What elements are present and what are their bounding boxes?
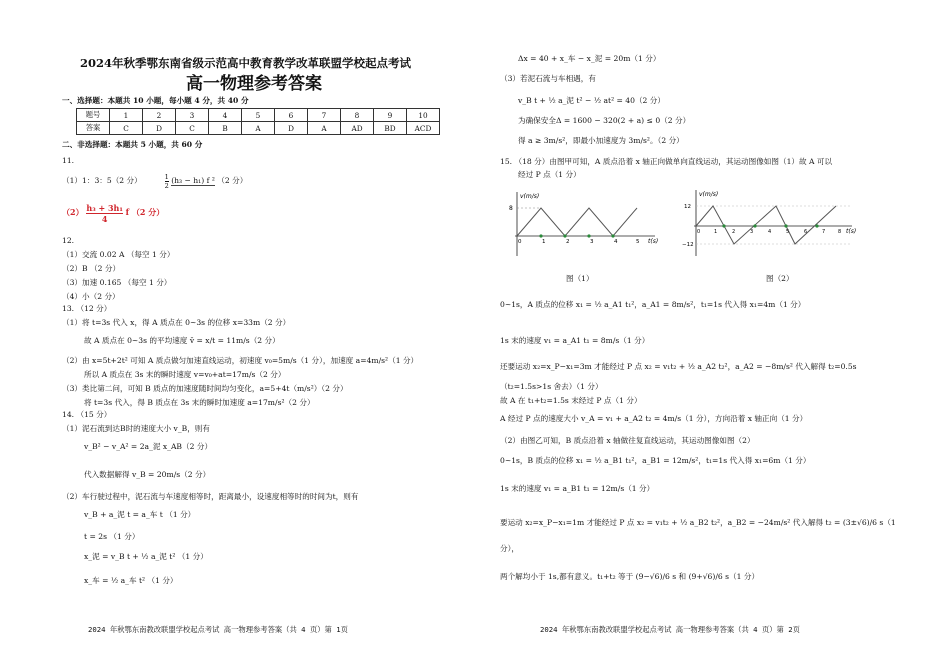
fig1-point (563, 234, 566, 237)
table-cell: A (242, 122, 275, 135)
table-cell: 答案 (77, 122, 110, 135)
right-line: Δx = 40 + x_车 − x_泥 = 20m（1 分） (518, 54, 661, 63)
figure-1-caption: 图（1） (566, 274, 594, 283)
fig2-ytick: 12 (684, 204, 691, 210)
q12-line: （1）交流 0.02 A （每空 1 分） (62, 250, 175, 259)
figure-2-graph (680, 186, 865, 258)
fig2-point (784, 224, 787, 227)
fig2-xtick: 7 (822, 229, 826, 235)
figure-1-graph (505, 186, 665, 258)
fig1-velocity-line (517, 208, 637, 236)
q11-part2: （2） $\frac{\text{h₃ + 3h₁}}{4}$ f （2 分） (62, 202, 165, 224)
table-cell: C (110, 122, 143, 135)
q14-line: （2）车行驶过程中，泥石流与车速度相等时，距离最小，设速度相等时的时间为t，则有 (62, 492, 359, 501)
footer-left: 2024 年秋鄂东南教改联盟学校起点考试 高一物理参考答案（共 4 页）第 1页 (88, 625, 348, 634)
q12-line: （3）加速 0.165 （每空 1 分） (62, 278, 172, 287)
q13-line: 故 A 质点在 0~3s 的平均速度 v̄ = x/t = 11m/s（2 分） (84, 336, 280, 345)
fig1-xtick: 3 (590, 239, 594, 245)
q11-fraction: $\frac{1}{2}$ (164, 172, 169, 190)
table-row (77, 109, 440, 122)
page-title: 高一物理参考答案 (186, 74, 322, 94)
fig2-xtick: 2 (732, 229, 736, 235)
q11-score: （2 分） (217, 176, 248, 185)
fig1-xtick: 0 (518, 239, 522, 245)
q15-body-line: 0~1s，A 质点的位移 x₁ = ½ a_A1 t₁²，a_A1 = 8m/s²，t₁=1s 代入得 x₁=4m（1 分） (500, 300, 806, 309)
fig2-xtick: 6 (804, 229, 808, 235)
fig1-xtick: 4 (614, 239, 618, 245)
table-cell: B (209, 122, 242, 135)
table-cell: ACD (407, 122, 440, 135)
table-cell: D (275, 122, 308, 135)
q14-line: v_B² − v_A² = 2a_泥 x_AB（2 分） (84, 442, 213, 451)
table-cell: AD (341, 122, 374, 135)
fig2-xtick: 0 (697, 229, 701, 235)
fig1-xlabel: t(s) (648, 238, 659, 245)
table-cell: C (176, 122, 209, 135)
q15-body-line: （t₂=1.5s>1s 舍去）（1 分） (500, 382, 603, 391)
right-line: v_B t + ½ a_泥 t² − ½ at² = 40（2 分） (518, 96, 665, 105)
fig2-velocity-line (696, 206, 836, 244)
q12-number: 12. (62, 236, 75, 245)
right-line: （3）若泥石流与车相遇，有 (500, 74, 596, 83)
figure-2-caption: 图（2） (766, 274, 794, 283)
fig2-xtick: 5 (786, 229, 790, 235)
q14-line: x_车 = ½ a_车 t² （1 分） (84, 576, 178, 585)
q13-line: （2）由 x=5t+2t² 可知 A 质点做匀加速直线运动，初速度 v₀=5m/s（1 分），加速度 a=4m/s²（1 分） (62, 356, 419, 365)
right-line: 得 a ≥ 3m/s²，即最小加速度为 3m/s²。（2 分） (518, 136, 684, 145)
q11-part1-text: （1）1：3：5（2 分） (62, 176, 142, 185)
table-cell: A (308, 122, 341, 135)
section1-heading: 一、选择题：本题共 10 小题，每小题 4 分，共 40 分 (62, 96, 249, 105)
fig2-xtick: 3 (750, 229, 754, 235)
fig2-xlabel: t(s) (846, 228, 857, 235)
q15-line: 经过 P 点（1 分） (518, 170, 581, 179)
footer-right: 2024 年秋鄂东南教改联盟学校起点考试 高一物理参考答案（共 4 页）第 2页 (540, 625, 800, 634)
q15-body-line: 1s 末的速度 v₁ = a_B1 t₁ = 12m/s（1 分） (500, 484, 655, 493)
right-line: 为确保安全Δ = 1600 − 320(2 + a) ≤ 0（2 分） (518, 116, 691, 125)
q15-line: 15. （18 分）由图甲可知，A 质点沿着 x 轴正向做单向直线运动，其运动图像如图（1）故 A 可以 (500, 157, 833, 166)
table-cell: BD (374, 122, 407, 135)
q12-line: （4）小（2 分） (62, 292, 120, 301)
fig1-xtick: 2 (566, 239, 570, 245)
table-row (77, 122, 440, 135)
q14-line: x_泥 = v_B t + ½ a_泥 t² （1 分） (84, 552, 208, 561)
q12-line: （2）B （2 分） (62, 264, 121, 273)
table-cell: 4 (209, 109, 242, 122)
q14-line: 代入数据解得 v_B = 20m/s（2 分） (84, 470, 211, 479)
fig2-point (722, 224, 725, 227)
q15-body-line: 0~1s，B 质点的位移 x₁ = ½ a_B1 t₁²，a_B1 = 12m/s²，t₁=1s 代入得 x₁=6m（1 分） (500, 456, 811, 465)
q15-body-line: 分）， (500, 544, 519, 553)
table-cell: 题号 (77, 109, 110, 122)
table-cell: 2 (143, 109, 176, 122)
q11-number: 11. (62, 156, 75, 165)
table-cell: 1 (110, 109, 143, 122)
fig2-xtick: 8 (838, 229, 842, 235)
fig1-xtick: 1 (542, 239, 546, 245)
table-cell: 6 (275, 109, 308, 122)
q14-line: t = 2s （1 分） (84, 532, 140, 541)
fig1-ylabel: v(m/s) (520, 193, 540, 200)
q15-body-line: 1s 末的速度 v₁ = a_A1 t₁ = 8m/s（1 分） (500, 336, 650, 345)
q15-body-line: A 经过 P 点的速度大小 v_A = v₁ + a_A2 t₂ = 4m/s（1 分），方向沿着 x 轴正向（1 分） (500, 414, 808, 423)
q13-line: 将 t=3s 代入，得 B 质点在 3s 末的瞬时加速度 a=17m/s²（2 分） (84, 398, 315, 407)
fig1-point (587, 234, 590, 237)
q15-body-line: 还要运动 x₂=x_P−x₁=3m 才能经过 P 点 x₂ = v₁t₂ + ½ a_A2 t₂²，a_A2 = −8m/s² 代入解得 t₂=0.5s (500, 362, 857, 371)
q14-line: （1）泥石流到达B时的速度大小 v_B，则有 (62, 424, 210, 433)
q15-body-line: 两个解均小于 1s,都有意义。t₁+t₂ 等于 (9−√6)/6 s 和 (9+√6)/6 s（1 分） (500, 572, 760, 581)
q11-part1 (62, 171, 247, 191)
table-cell: 10 (407, 109, 440, 122)
fig1-point (611, 234, 614, 237)
q13-line: 所以 A 质点在 3s 末的瞬时速度 v=v₀+at=17m/s（2 分） (84, 370, 286, 379)
q15-body-line: 故 A 在 t₁+t₂=1.5s 末经过 P 点（1 分） (500, 396, 642, 405)
fig2-ylabel: v(m/s) (699, 191, 719, 198)
fig1-ytick: 8 (509, 205, 513, 212)
q14-line: v_B + a_泥 t = a_车 t （1 分） (84, 510, 196, 519)
fig2-xtick: 1 (714, 229, 718, 235)
fig2-xtick: 4 (768, 229, 772, 235)
exam-title: 2024年秋季鄂东南省级示范高中教育教学改革联盟学校起点考试 (80, 56, 412, 70)
table-cell: 9 (374, 109, 407, 122)
q11-expression: (h₃ − h₁) f ² (171, 176, 215, 185)
table-cell: 5 (242, 109, 275, 122)
fig2-point (815, 224, 818, 227)
table-cell: 8 (341, 109, 374, 122)
q15-body-line: （2）由图乙可知，B 质点沿着 x 轴做往复直线运动，其运动图像如图（2） (500, 436, 755, 445)
q14-number: 14. （15 分） (62, 410, 112, 419)
section2-heading: 二、非选择题：本题共 5 小题，共 60 分 (62, 140, 203, 149)
q13-line: （3）类比第二问，可知 B 质点的加速度随时间均匀变化，a=5+4t（m/s²）（2 分） (62, 384, 348, 393)
q13-number: 13. （12 分） (62, 304, 112, 313)
q13-line: （1）将 t=3s 代入 x，得 A 质点在 0~3s 的位移 x=33m（2 分） (62, 318, 291, 327)
fig1-xtick: 5 (636, 239, 640, 245)
fig2-point (753, 224, 756, 227)
q15-body-line: 要运动 x₂=x_P−x₁=1m 才能经过 P 点 x₂ = v₁t₂ + ½ a_B2 t₂²，a_B2 = −24m/s² 代入解得 t₂ = (3±√6)/6 s（1 (500, 518, 896, 527)
answer-table (76, 108, 440, 135)
fig2-ytick: −12 (682, 242, 694, 248)
table-cell: 3 (176, 109, 209, 122)
table-cell: D (143, 122, 176, 135)
fig1-point (539, 234, 542, 237)
table-cell: 7 (308, 109, 341, 122)
